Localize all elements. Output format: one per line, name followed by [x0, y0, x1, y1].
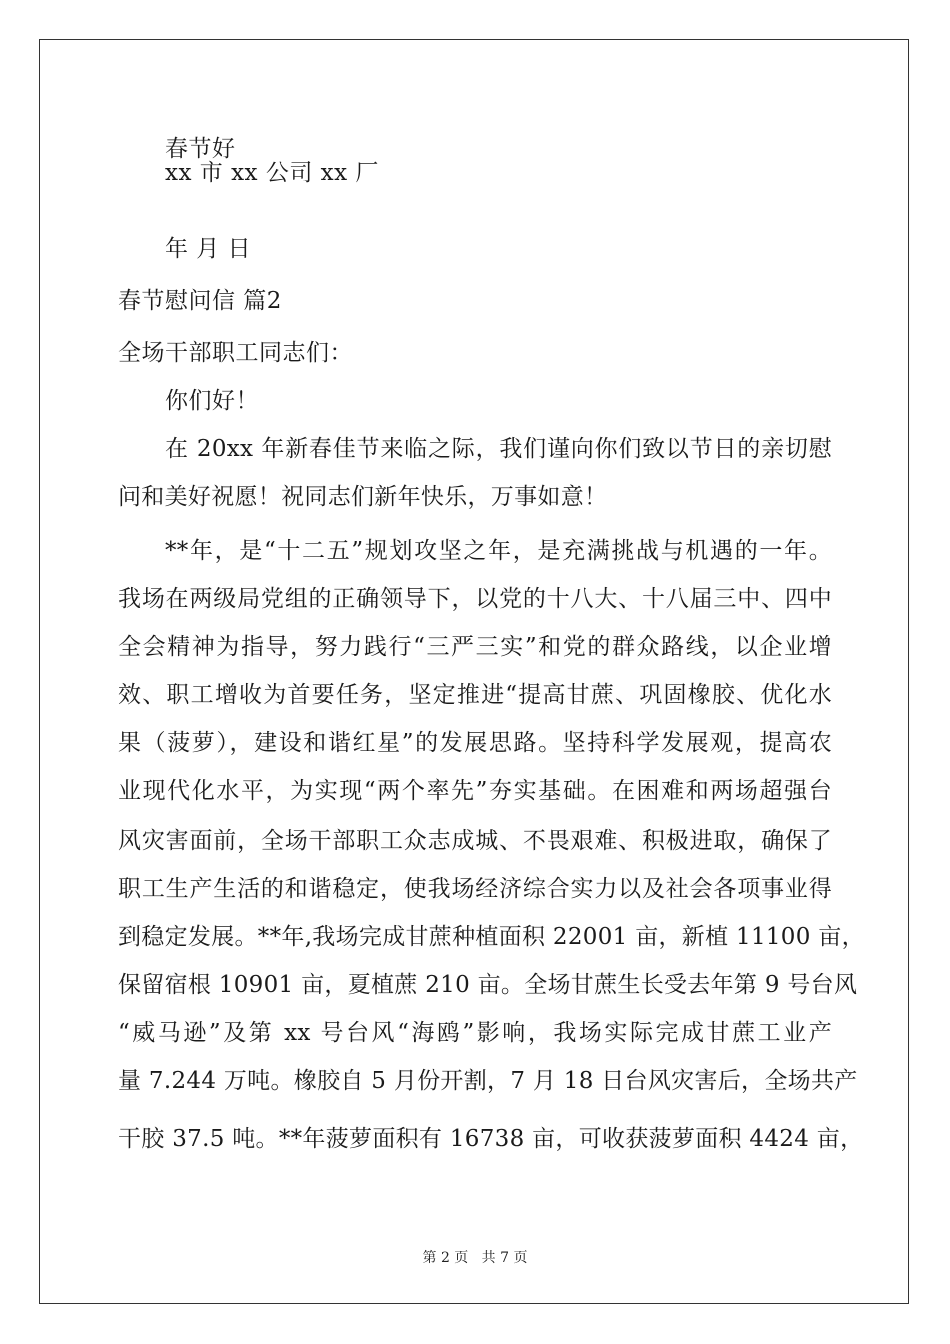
paragraph2-line: **年，是“十二五”规划攻坚之年，是充满挑战与机遇的一年。 — [165, 538, 832, 564]
page-number: 第 2 页 — [422, 1250, 469, 1266]
paragraph2-line: 全会精神为指导，努力践行“三严三实”和党的群众路线，以企业增 — [118, 634, 832, 660]
page-total: 共 7 页 — [481, 1250, 528, 1266]
page-footer — [0, 1249, 950, 1267]
paragraph2-line: 职工生产生活的和谐稳定，使我场经济综合实力以及社会各项事业得 — [118, 876, 832, 902]
section-title: 春节慰问信 篇2 — [118, 288, 282, 314]
paragraph2-line: “威马逊”及第 xx 号台风“海鸥”影响，我场实际完成甘蔗工业产 — [118, 1020, 832, 1046]
closing-greeting: 春节好 — [165, 136, 236, 162]
hello-line: 你们好！ — [165, 388, 259, 414]
closing-date: 年 月 日 — [165, 236, 252, 262]
paragraph2-line: 保留宿根 10901 亩，夏植蔗 210 亩。全场甘蔗生长受去年第 9 号台风 — [118, 972, 858, 998]
paragraph2-line: 量 7.244 万吨。橡胶自 5 月份开割，7 月 18 日台风灾害后，全场共产 — [118, 1068, 858, 1094]
paragraph2-line: 风灾害面前，全场干部职工众志成城、不畏艰难、积极进取，确保了 — [118, 828, 832, 854]
paragraph2-line: 到稳定发展。**年,我场完成甘蔗种植面积 22001 亩，新植 11100 亩， — [118, 924, 865, 950]
paragraph2-line: 果（菠萝），建设和谐红星”的发展思路。坚持科学发展观，提高农 — [118, 730, 832, 756]
paragraph1-line: 问和美好祝愿！祝同志们新年快乐，万事如意！ — [118, 484, 608, 510]
paragraph2-line: 我场在两级局党组的正确领导下，以党的十八大、十八届三中、四中 — [118, 586, 832, 612]
paragraph1-line: 在 20xx 年新春佳节来临之际，我们谨向你们致以节日的亲切慰 — [165, 436, 832, 462]
salutation: 全场干部职工同志们： — [118, 340, 353, 366]
paragraph2-line: 效、职工增收为首要任务，坚定推进“提高甘蔗、巩固橡胶、优化水 — [118, 682, 832, 708]
paragraph2-line: 干胶 37.5 吨。**年菠萝面积有 16738 亩，可收获菠萝面积 4424 亩， — [118, 1126, 864, 1152]
paragraph2-line: 业现代化水平，为实现“两个率先”夯实基础。在困难和两场超强台 — [118, 778, 832, 804]
page-border — [39, 39, 909, 1304]
closing-signature: xx 市 xx 公司 xx 厂 — [165, 160, 379, 186]
